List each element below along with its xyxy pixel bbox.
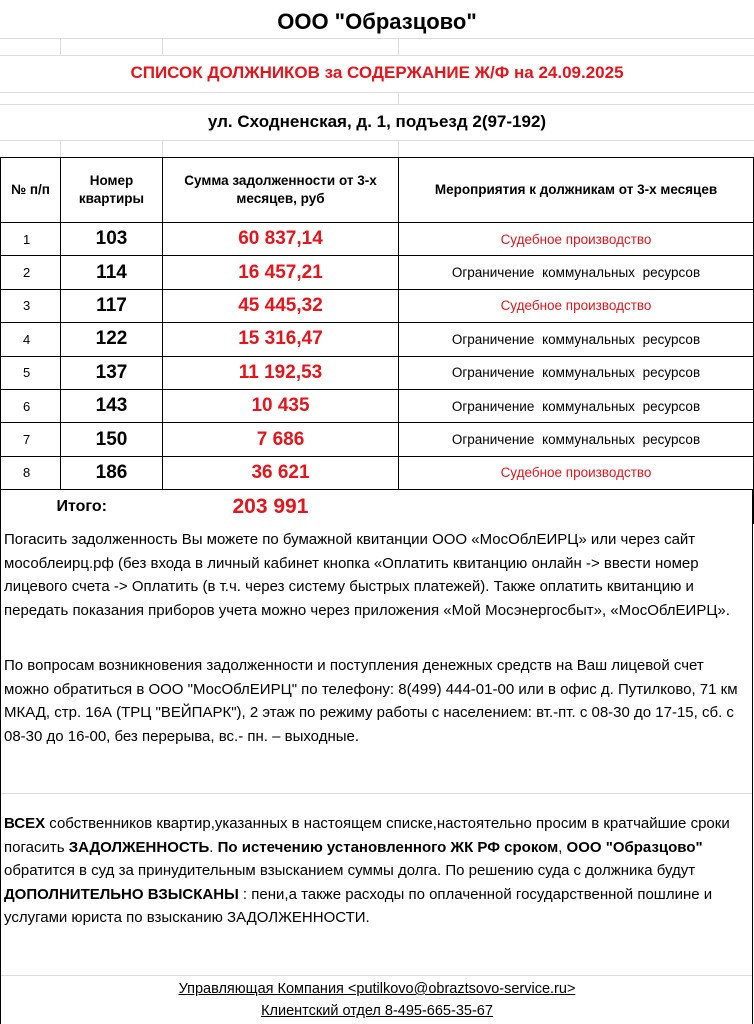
debtors-list-title: СПИСОК ДОЛЖНИКОВ за СОДЕРЖАНИЕ Ж/Ф на 24.09.2025 — [130, 63, 624, 82]
gridline — [0, 38, 754, 39]
warning-bold-deadline: По истечению установленного ЖК РФ сроком — [217, 838, 559, 856]
debt-amount: 7 686 — [163, 423, 399, 456]
table-body — [1, 223, 754, 490]
gridline — [60, 140, 61, 157]
debt-measure: Судебное производство — [399, 289, 754, 322]
debt-measure: Ограничение коммунальных ресурсов — [399, 423, 754, 456]
debt-measure: Ограничение коммунальных ресурсов — [399, 323, 754, 356]
table-row — [1, 223, 754, 256]
gridline — [0, 140, 754, 141]
address-line: ул. Сходненская, д. 1, подъезд 2(97-192) — [207, 112, 547, 131]
table-row — [1, 356, 754, 389]
gridline — [398, 140, 399, 157]
warning-text-1: собственников квартир,указанных в настоящем списке,настоятельно просим в кратчайшие сроки погасить — [4, 815, 730, 856]
apartment-number: 103 — [61, 223, 163, 256]
gridline — [60, 38, 61, 55]
table-row — [1, 256, 754, 289]
contact-info-paragraph: По вопросам возникновения задолженности и поступления денежных средств на Ваш лицевой счет можно обратиться в ООО "МосОблЕИРЦ" по телефону: 8(499) 444-01-00 или в офис д. Путилково, 71 км МКАД, стр. 16А (ТРЦ "ВЕЙПАРК"), 2 этаж по режиму работы с населением: вт.-пт. с 08-30 до 17-15, сб. с 08-30 до 16-00, без перерыва, вс.- пн. – выходные. — [4, 657, 738, 745]
total-value: 203 991 — [232, 495, 309, 519]
gridline — [1, 975, 752, 976]
gridline — [0, 55, 754, 56]
table-header-row — [1, 158, 754, 223]
table-row — [1, 389, 754, 422]
apartment-number: 114 — [61, 256, 163, 289]
debt-amount: 11 192,53 — [163, 356, 399, 389]
debt-amount: 36 621 — [163, 456, 399, 489]
border-right — [752, 490, 753, 1024]
gridline — [0, 92, 754, 93]
gridline — [0, 104, 754, 105]
apartment-number: 150 — [61, 423, 163, 456]
border-left — [0, 490, 1, 1024]
warning-bold-company: ООО "Образцово" — [566, 838, 703, 856]
total-label: Итого: — [1, 490, 163, 525]
apartment-number: 143 — [61, 389, 163, 422]
gridline — [162, 140, 163, 157]
gridline — [162, 38, 163, 55]
col-header-measures: Мероприятия к должникам от 3-х месяцев — [399, 158, 754, 223]
debt-amount: 15 316,47 — [163, 323, 399, 356]
warning-bold-debt: ЗАДОЛЖЕННОСТЬ — [68, 838, 210, 856]
gridline — [398, 38, 399, 55]
warning-bold-all: ВСЕХ — [4, 815, 46, 832]
debt-amount: 16 457,21 — [163, 256, 399, 289]
col-header-debt-sum: Сумма задолженности от 3-х месяцев, руб — [163, 158, 399, 223]
debt-measure: Ограничение коммунальных ресурсов — [399, 356, 754, 389]
company-title: ООО "Образцово" — [277, 9, 477, 34]
warning-text-4: обратится в суд за принудительным взысканием суммы долга. По решению суда с должника будут — [4, 862, 696, 879]
client-department-phone: Клиентский отдел 8-495-665-35-67 — [261, 1003, 493, 1019]
debt-measure: Судебное производство — [399, 223, 754, 256]
warning-text-5: : пени,а также расходы по оплаченной государственной пошлине и услугами юриста по взысканию ЗАДОЛЖЕННОСТИ. — [4, 885, 713, 926]
apartment-number: 137 — [61, 356, 163, 389]
warning-paragraph — [4, 812, 744, 930]
table-row — [1, 289, 754, 322]
warning-text-3: , — [558, 838, 567, 856]
payment-info-paragraph: Погасить задолженность Вы можете по бумажной квитанции ООО «МосОблЕИРЦ» или через сайт мособлеирц.рф (без входа в личный кабинет кнопка «Оплатить квитанцию онлайн -> ввести номер лицевого счета -> Оплатить (в т.ч. через систему быстрых платежей). Также оплатить квитанцию и передать показания приборов учета можно через приложения «Мой Мосэнергосбыт», «МосОблЕИРЦ». — [4, 531, 730, 619]
row-number: 4 — [1, 323, 61, 356]
table-row — [1, 323, 754, 356]
row-number: 7 — [1, 423, 61, 456]
total-row — [1, 490, 754, 525]
row-number: 8 — [1, 456, 61, 489]
apartment-number: 122 — [61, 323, 163, 356]
row-number: 3 — [1, 289, 61, 322]
debt-amount: 10 435 — [163, 389, 399, 422]
col-header-apartment: Номер квартиры — [61, 158, 163, 223]
apartment-number: 186 — [61, 456, 163, 489]
table-row — [1, 456, 754, 489]
row-number: 6 — [1, 389, 61, 422]
gridline — [398, 92, 399, 104]
apartment-number: 117 — [61, 289, 163, 322]
management-company-email-link[interactable]: Управляющая Компания <putilkovo@obraztsovo-service.ru> — [178, 981, 576, 997]
debt-measure: Ограничение коммунальных ресурсов — [399, 256, 754, 289]
row-number: 1 — [1, 223, 61, 256]
warning-text-2: . — [209, 838, 218, 856]
gridline — [1, 793, 752, 794]
warning-bold-additional: ДОПОЛНИТЕЛЬНО ВЗЫСКАНЫ — [4, 885, 239, 903]
col-header-number: № п/п — [1, 158, 61, 223]
debt-measure: Ограничение коммунальных ресурсов — [399, 389, 754, 422]
debt-measure: Судебное производство — [399, 456, 754, 489]
debt-amount: 45 445,32 — [163, 289, 399, 322]
row-number: 2 — [1, 256, 61, 289]
row-number: 5 — [1, 356, 61, 389]
debt-amount: 60 837,14 — [163, 223, 399, 256]
total-empty-cell — [399, 490, 754, 525]
table-row — [1, 423, 754, 456]
debtors-table — [0, 157, 754, 524]
